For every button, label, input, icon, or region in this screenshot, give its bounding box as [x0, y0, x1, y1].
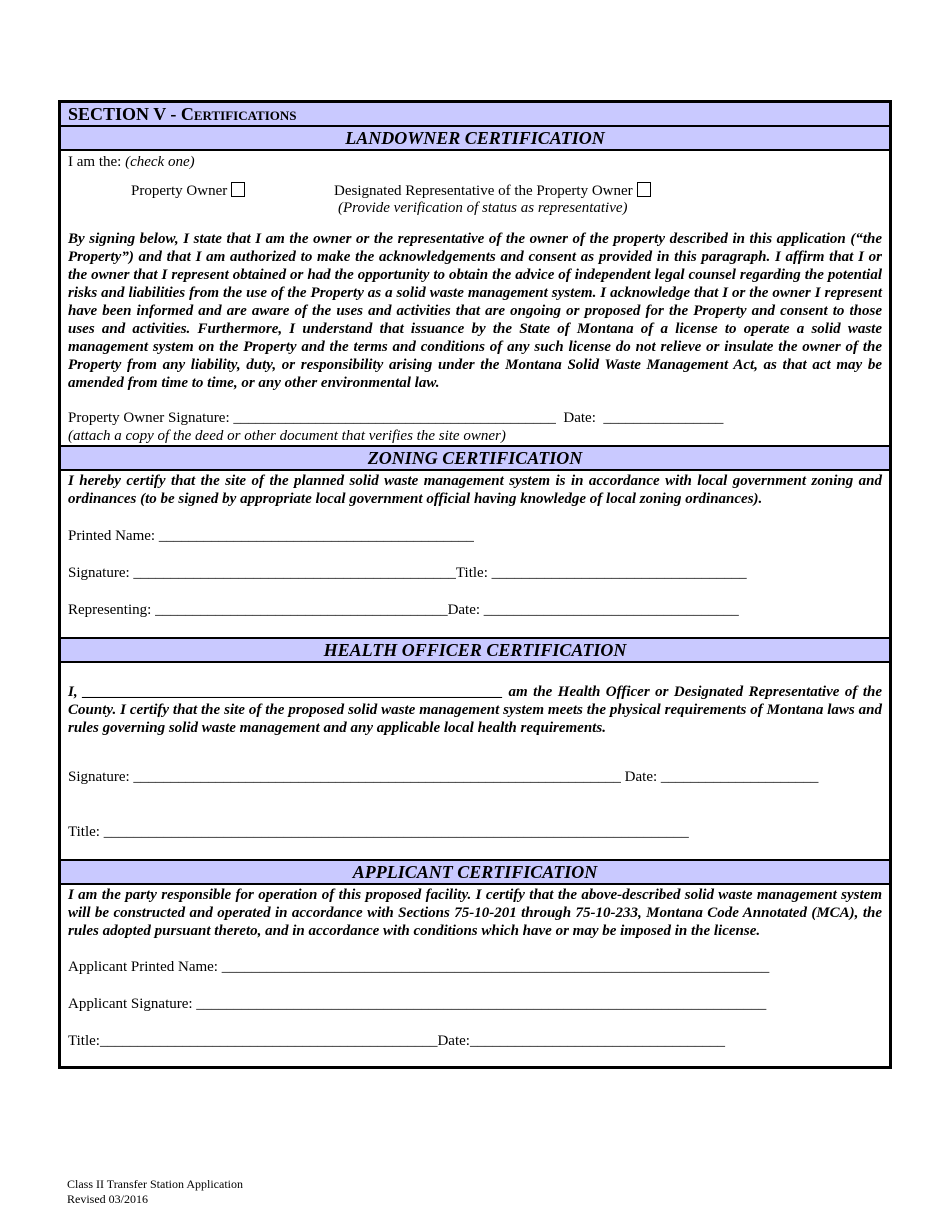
zoning-signature-title-line[interactable]: Signature: ___________________________________________Title: __________________________________ [68, 565, 747, 581]
landowner-body [61, 153, 889, 445]
applicant-heading: APPLICANT CERTIFICATION [61, 859, 889, 885]
health-officer-statement: I, ________________________________________________________ am the Health Officer or Designated Representative of the County. I certify that the site of the proposed solid waste management system meets the physical requirements of Montana laws and rules governing solid waste management and any applicable local health requirements. [68, 684, 882, 736]
zoning-printed-name-line[interactable]: Printed Name: __________________________________________ [68, 528, 474, 544]
applicant-body [61, 886, 889, 1066]
zoning-body [61, 472, 889, 637]
property-owner-option[interactable] [131, 182, 245, 200]
designated-rep-checkbox[interactable] [637, 182, 651, 197]
designated-rep-label: Designated Representative of the Property Owner [334, 183, 633, 199]
applicant-signature-line[interactable]: Applicant Signature: ____________________________________________________________________________ [68, 996, 767, 1012]
property-owner-signature-line[interactable]: Property Owner Signature: ___________________________________________ Date: ________________ [68, 410, 724, 426]
zoning-statement: I hereby certify that the site of the planned solid waste management system is in accordance with local government zoning and ordinances (to be signed by appropriate local government official having knowledge of local zoning ordinances). [68, 473, 882, 507]
designated-rep-option[interactable] [334, 182, 651, 200]
section-title [61, 103, 889, 125]
zoning-heading: ZONING CERTIFICATION [61, 445, 889, 471]
health-officer-body [61, 683, 889, 859]
landowner-heading: LANDOWNER CERTIFICATION [61, 127, 889, 151]
property-owner-label: Property Owner [131, 183, 228, 199]
iam-line [68, 153, 882, 171]
applicant-title-date-line[interactable]: Title:_____________________________________________Date:__________________________________ [68, 1033, 725, 1049]
iam-label: I am the: [68, 154, 122, 170]
section-header [61, 103, 889, 127]
applicant-printed-name-line[interactable]: Applicant Printed Name: _________________________________________________________________________ [68, 959, 770, 975]
certifications-form [58, 100, 892, 1069]
property-owner-checkbox[interactable] [231, 182, 245, 197]
owner-type-options [68, 182, 882, 228]
attach-deed-note: (attach a copy of the deed or other document that verifies the site owner) [68, 428, 506, 444]
landowner-statement: By signing below, I state that I am the owner or the representative of the owner of the property described in this application (“the Property”) and that I am authorized to make the acknowledgements and consent as provided in this paragraph. I affirm that I or the owner that I represent obtained or had the opportunity to obtain the advice of independent legal counsel regarding the potential risks and liabilities from the use of the Property as a solid waste management system. I acknowledge that I or the owner I represent have been informed and are aware of the uses and activities that are ongoing or proposed for the Property and consent to those uses and activities. Furthermore, I understand that issuance by the State of Montana of a license to operate a solid waste management system on the Property and the terms and conditions of any such license do not relieve or insulate the owner of the Property from any liability, duty, or responsibility arising under the Montana Solid Waste Management Act, as that act may be amended from time to time, or any other environmental law. [68, 231, 882, 391]
zoning-representing-date-line[interactable]: Representing: _______________________________________Date: __________________________________ [68, 602, 739, 618]
check-one-note: (check one) [125, 154, 195, 170]
page-footer [67, 1177, 243, 1207]
applicant-statement: I am the party responsible for operation of this proposed facility. I certify that the above-described solid waste management system will be constructed and operated in accordance with Sections 75-10-201 through 75-10-233, Montana Code Annotated (MCA), the rules adopted pursuant thereto, and in accordance with conditions which have or may be imposed in the license. [68, 887, 882, 939]
footer-revision: Revised 03/2016 [67, 1192, 148, 1206]
rep-verification-note: (Provide verification of status as representative) [338, 200, 628, 216]
health-signature-date-line[interactable]: Signature: _________________________________________________________________ Date: _____________________ [68, 769, 819, 785]
health-officer-heading: HEALTH OFFICER CERTIFICATION [61, 637, 889, 663]
section-prefix: SECTION V - [68, 104, 181, 124]
section-name: Certifications [180, 104, 297, 124]
health-title-line[interactable]: Title: ______________________________________________________________________________ [68, 824, 689, 840]
footer-form-name: Class II Transfer Station Application [67, 1177, 243, 1191]
